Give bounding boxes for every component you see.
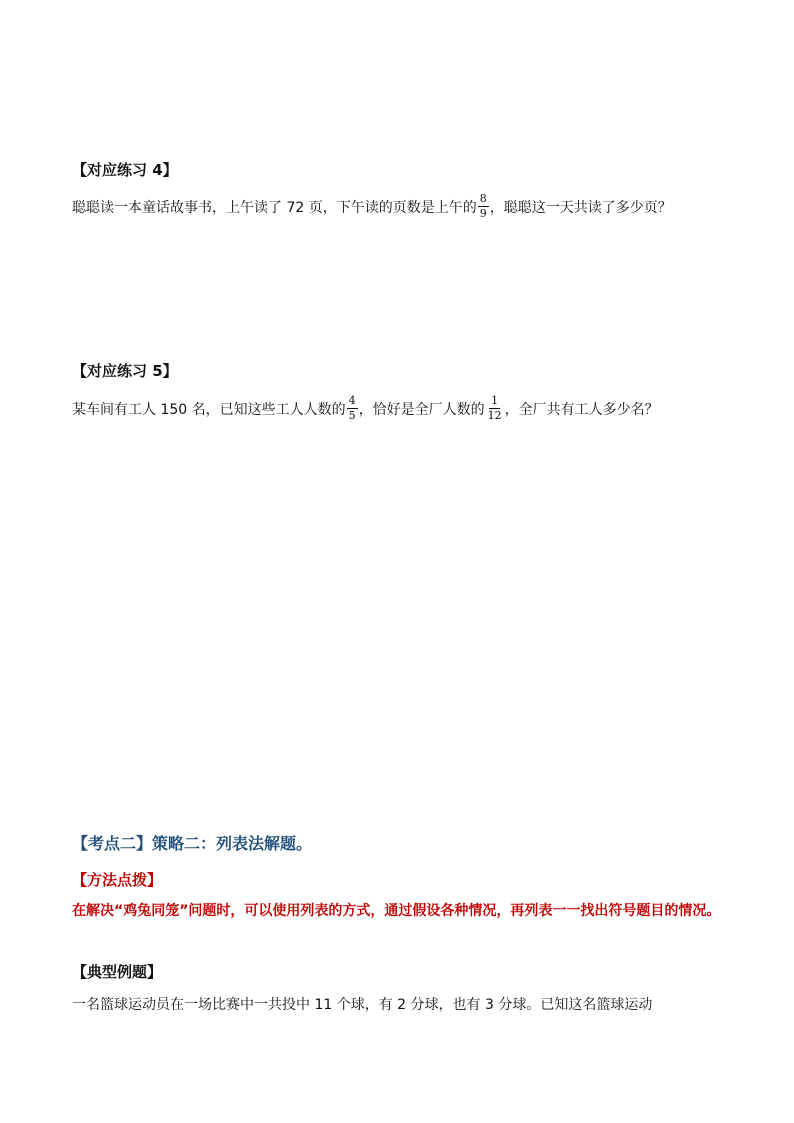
exercise-4-text-after: ，聪聪这一天共读了多少页？ [489, 200, 672, 216]
fraction-four-fifths [347, 395, 358, 422]
fraction-eight-ninths [478, 193, 489, 220]
exercise-5-text [72, 392, 732, 428]
exercise-5-text-part1: 某车间有工人 150 名，已知这些工人人数的 [72, 402, 346, 418]
exercise-4-text-before: 聪聪读一本童话故事书，上午读了 72 页，下午读的页数是上午的 [72, 200, 477, 216]
exercise-4-title: 【对应练习 4】 [72, 161, 178, 179]
example-title: 【典型例题】 [72, 963, 163, 981]
exercise-5-title: 【对应练习 5】 [72, 362, 178, 380]
method-title: 【方法点拨】 [72, 871, 163, 889]
exercise-5-text-part2: ，恰好是全厂人数的 [358, 402, 485, 418]
fraction-one-twelfth [486, 395, 504, 422]
fraction-numerator: 8 [479, 191, 487, 205]
exercise-4-text [72, 190, 732, 226]
fraction-numerator: 4 [348, 393, 356, 407]
fraction-denominator: 12 [487, 408, 502, 422]
fraction-denominator: 5 [348, 408, 356, 422]
topic-2-title: 【考点二】策略二：列表法解题。 [72, 834, 313, 853]
fraction-numerator: 1 [491, 393, 499, 407]
method-text: 在解决“鸡兔同笼”问题时，可以使用列表的方式，通过假设各种情况，再列表一一找出符号题目的情况。 [72, 903, 721, 919]
exercise-5-text-part3: ，全厂共有工人多少名？ [504, 402, 659, 418]
fraction-denominator: 9 [479, 206, 487, 220]
example-text: 一名篮球运动员在一场比赛中一共投中 11 个球，有 2 分球，也有 3 分球。已知这名篮球运动 [72, 997, 653, 1013]
